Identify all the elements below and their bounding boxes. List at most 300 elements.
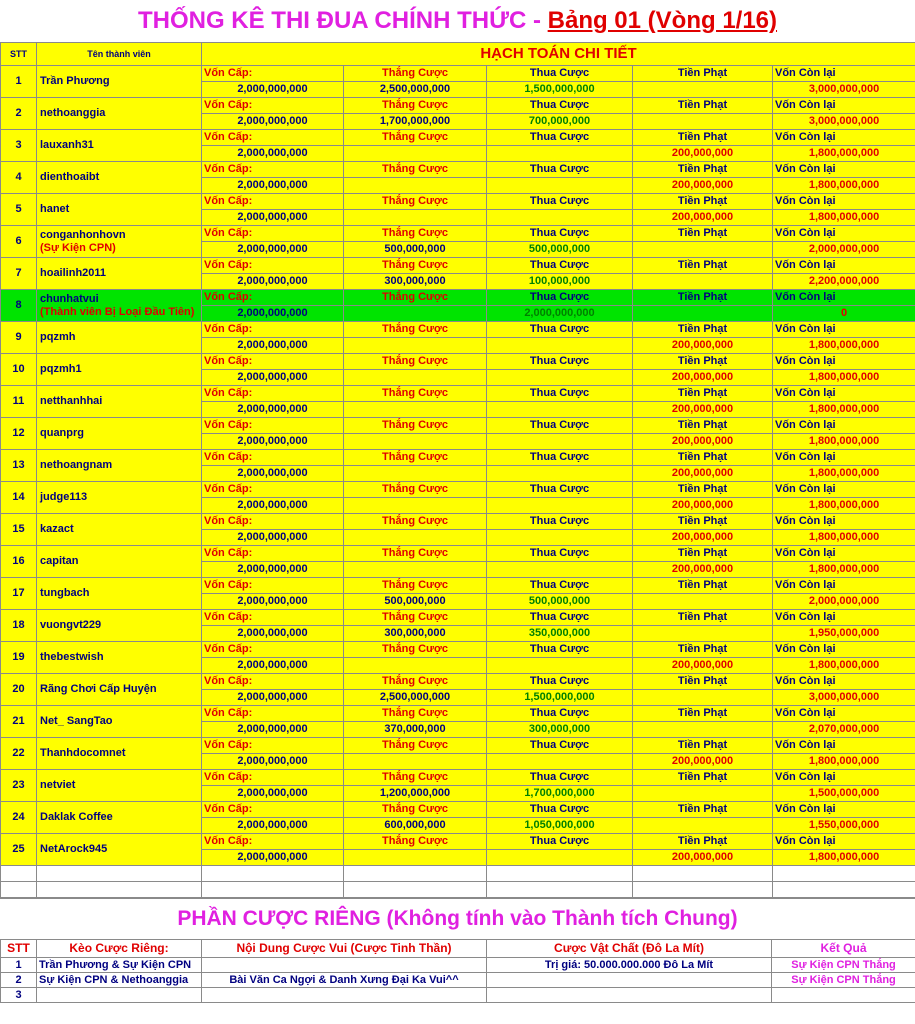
label-thua-cuoc: Thua Cược <box>487 194 633 210</box>
member-row <box>1 738 915 754</box>
thua-cuoc-value: 1,050,000,000 <box>487 818 633 834</box>
member-name: hanet <box>40 203 70 215</box>
von-cap-value: 2,000,000,000 <box>202 722 344 738</box>
thang-cuoc-value <box>344 402 487 418</box>
side-bet-stt: 1 <box>1 958 37 973</box>
tien-phat-value: 200,000,000 <box>633 562 773 578</box>
member-name-cell <box>37 706 202 738</box>
member-row <box>1 386 915 402</box>
label-von-cap: Vốn Cấp: <box>202 290 344 306</box>
label-tien-phat: Tiền Phạt <box>633 834 773 850</box>
side-stt-header: STT <box>1 940 37 958</box>
header-row <box>1 43 915 66</box>
side-bet-noi-dung: Bài Văn Ca Ngợi & Danh Xưng Đại Ka Vui^^ <box>202 973 487 988</box>
label-thua-cuoc: Thua Cược <box>487 386 633 402</box>
side-ket-qua-header: Kết Quả <box>772 940 915 958</box>
side-bet-ket-qua <box>772 988 915 1003</box>
member-name: netviet <box>40 779 76 791</box>
label-von-cap: Vốn Cấp: <box>202 738 344 754</box>
member-name-cell <box>37 66 202 98</box>
label-thang-cuoc: Thắng Cược <box>344 386 487 402</box>
side-bet-row <box>1 988 915 1003</box>
thang-cuoc-value <box>344 338 487 354</box>
label-thang-cuoc: Thắng Cược <box>344 546 487 562</box>
von-con-lai-value: 1,800,000,000 <box>773 178 915 194</box>
member-name: nethoanggia <box>40 107 106 119</box>
label-von-con-lai: Vốn Còn lại <box>773 738 915 754</box>
member-row <box>1 322 915 338</box>
label-thang-cuoc: Thắng Cược <box>344 674 487 690</box>
member-name-cell <box>37 546 202 578</box>
member-row <box>1 674 915 690</box>
member-row <box>1 546 915 562</box>
member-name: pqzmh1 <box>40 363 82 375</box>
label-von-cap: Vốn Cấp: <box>202 770 344 786</box>
empty-cell <box>37 866 202 882</box>
thang-cuoc-value <box>344 466 487 482</box>
label-von-con-lai: Vốn Còn lại <box>773 546 915 562</box>
thua-cuoc-value <box>487 402 633 418</box>
member-name: kazact <box>40 523 74 535</box>
von-con-lai-value: 1,800,000,000 <box>773 850 915 866</box>
label-tien-phat: Tiền Phạt <box>633 674 773 690</box>
label-tien-phat: Tiền Phạt <box>633 226 773 242</box>
member-row <box>1 706 915 722</box>
member-name-cell <box>37 98 202 130</box>
label-von-con-lai: Vốn Còn lại <box>773 514 915 530</box>
label-thua-cuoc: Thua Cược <box>487 642 633 658</box>
label-von-con-lai: Vốn Còn lại <box>773 706 915 722</box>
member-name: nethoangnam <box>40 459 113 471</box>
label-thua-cuoc: Thua Cược <box>487 322 633 338</box>
member-name: NetArock945 <box>40 843 108 855</box>
member-name-cell <box>37 738 202 770</box>
thua-cuoc-value: 1,500,000,000 <box>487 690 633 706</box>
side-keo-header: Kèo Cược Riêng: <box>37 940 202 958</box>
label-thua-cuoc: Thua Cược <box>487 450 633 466</box>
member-name: judge113 <box>40 491 88 503</box>
stt-cell: 17 <box>1 578 37 610</box>
side-bet-row <box>1 973 915 988</box>
von-con-lai-value: 1,800,000,000 <box>773 658 915 674</box>
tien-phat-value: 200,000,000 <box>633 658 773 674</box>
side-bets-table <box>0 939 915 1003</box>
thang-cuoc-value: 600,000,000 <box>344 818 487 834</box>
thua-cuoc-value: 1,500,000,000 <box>487 82 633 98</box>
label-thang-cuoc: Thắng Cược <box>344 162 487 178</box>
tien-phat-value: 200,000,000 <box>633 530 773 546</box>
label-von-con-lai: Vốn Còn lại <box>773 66 915 82</box>
side-bet-ket-qua: Sự Kiện CPN Thắng <box>772 973 915 988</box>
label-tien-phat: Tiền Phạt <box>633 802 773 818</box>
label-tien-phat: Tiền Phạt <box>633 482 773 498</box>
label-von-cap: Vốn Cấp: <box>202 386 344 402</box>
standings-table <box>0 42 915 898</box>
member-name: tungbach <box>40 587 90 599</box>
member-name-cell <box>37 162 202 194</box>
side-bet-stt: 3 <box>1 988 37 1003</box>
label-von-con-lai: Vốn Còn lại <box>773 290 915 306</box>
stt-cell: 20 <box>1 674 37 706</box>
von-con-lai-value: 0 <box>773 306 915 322</box>
stt-cell: 12 <box>1 418 37 450</box>
tien-phat-value <box>633 274 773 290</box>
empty-cell <box>487 866 633 882</box>
member-note: (Thành viên Bị Loại Đầu Tiên) <box>40 305 195 318</box>
member-name: dienthoaibt <box>40 171 100 183</box>
member-row <box>1 610 915 626</box>
member-name-cell <box>37 834 202 866</box>
von-cap-value: 2,000,000,000 <box>202 818 344 834</box>
member-name: Thanhdocomnet <box>40 747 126 759</box>
member-row <box>1 290 915 306</box>
empty-cell <box>1 866 37 882</box>
thua-cuoc-value <box>487 178 633 194</box>
label-von-con-lai: Vốn Còn lại <box>773 386 915 402</box>
label-von-con-lai: Vốn Còn lại <box>773 194 915 210</box>
stt-cell: 23 <box>1 770 37 802</box>
von-cap-value: 2,000,000,000 <box>202 562 344 578</box>
stt-cell: 15 <box>1 514 37 546</box>
label-von-con-lai: Vốn Còn lại <box>773 834 915 850</box>
von-cap-value: 2,000,000,000 <box>202 658 344 674</box>
label-thang-cuoc: Thắng Cược <box>344 514 487 530</box>
empty-cell <box>487 882 633 898</box>
side-bet-vat-chat <box>487 973 772 988</box>
member-name-cell <box>37 642 202 674</box>
tien-phat-value: 200,000,000 <box>633 402 773 418</box>
von-con-lai-value: 1,500,000,000 <box>773 786 915 802</box>
label-thua-cuoc: Thua Cược <box>487 546 633 562</box>
von-con-lai-value: 2,200,000,000 <box>773 274 915 290</box>
member-row <box>1 482 915 498</box>
member-name: vuongvt229 <box>40 619 102 631</box>
thang-cuoc-value <box>344 754 487 770</box>
label-tien-phat: Tiền Phạt <box>633 610 773 626</box>
side-bet-row <box>1 958 915 973</box>
label-von-con-lai: Vốn Còn lại <box>773 418 915 434</box>
von-cap-value: 2,000,000,000 <box>202 114 344 130</box>
von-cap-value: 2,000,000,000 <box>202 434 344 450</box>
tien-phat-value <box>633 818 773 834</box>
label-tien-phat: Tiền Phạt <box>633 386 773 402</box>
tien-phat-value: 200,000,000 <box>633 146 773 162</box>
label-thua-cuoc: Thua Cược <box>487 354 633 370</box>
label-thua-cuoc: Thua Cược <box>487 226 633 242</box>
member-name-cell <box>37 194 202 226</box>
member-name-cell <box>37 610 202 642</box>
label-von-con-lai: Vốn Còn lại <box>773 642 915 658</box>
label-thang-cuoc: Thắng Cược <box>344 418 487 434</box>
label-thua-cuoc: Thua Cược <box>487 258 633 274</box>
von-con-lai-value: 2,000,000,000 <box>773 594 915 610</box>
von-cap-value: 2,000,000,000 <box>202 594 344 610</box>
label-tien-phat: Tiền Phạt <box>633 450 773 466</box>
tien-phat-value: 200,000,000 <box>633 434 773 450</box>
label-thang-cuoc: Thắng Cược <box>344 290 487 306</box>
tien-phat-value: 200,000,000 <box>633 370 773 386</box>
empty-row <box>1 882 915 898</box>
side-bet-keo: Sự Kiện CPN & Nethoanggia <box>37 973 202 988</box>
label-von-cap: Vốn Cấp: <box>202 482 344 498</box>
member-name-cell <box>37 322 202 354</box>
side-bets-header-row <box>1 940 915 958</box>
thua-cuoc-value: 500,000,000 <box>487 594 633 610</box>
von-cap-value: 2,000,000,000 <box>202 786 344 802</box>
label-thua-cuoc: Thua Cược <box>487 130 633 146</box>
thua-cuoc-value: 100,000,000 <box>487 274 633 290</box>
member-name-cell <box>37 482 202 514</box>
member-name-cell <box>37 290 202 322</box>
thua-cuoc-value: 700,000,000 <box>487 114 633 130</box>
label-thang-cuoc: Thắng Cược <box>344 834 487 850</box>
label-von-con-lai: Vốn Còn lại <box>773 130 915 146</box>
label-tien-phat: Tiền Phạt <box>633 642 773 658</box>
von-con-lai-value: 1,950,000,000 <box>773 626 915 642</box>
label-von-con-lai: Vốn Còn lại <box>773 450 915 466</box>
label-von-cap: Vốn Cấp: <box>202 162 344 178</box>
thang-cuoc-value <box>344 530 487 546</box>
von-cap-value: 2,000,000,000 <box>202 498 344 514</box>
tien-phat-value <box>633 306 773 322</box>
member-row <box>1 514 915 530</box>
member-name: Trần Phương <box>40 75 110 87</box>
label-thua-cuoc: Thua Cược <box>487 514 633 530</box>
von-con-lai-value: 1,800,000,000 <box>773 370 915 386</box>
empty-cell <box>202 866 344 882</box>
von-cap-value: 2,000,000,000 <box>202 754 344 770</box>
von-cap-value: 2,000,000,000 <box>202 210 344 226</box>
label-tien-phat: Tiền Phạt <box>633 578 773 594</box>
member-name-cell <box>37 258 202 290</box>
label-von-cap: Vốn Cấp: <box>202 674 344 690</box>
label-von-con-lai: Vốn Còn lại <box>773 482 915 498</box>
label-tien-phat: Tiền Phạt <box>633 738 773 754</box>
label-tien-phat: Tiền Phạt <box>633 66 773 82</box>
label-tien-phat: Tiền Phạt <box>633 322 773 338</box>
thang-cuoc-value: 500,000,000 <box>344 594 487 610</box>
member-header: Tên thành viên <box>37 43 202 66</box>
label-von-cap: Vốn Cấp: <box>202 802 344 818</box>
label-tien-phat: Tiền Phạt <box>633 98 773 114</box>
von-cap-value: 2,000,000,000 <box>202 466 344 482</box>
label-von-cap: Vốn Cấp: <box>202 226 344 242</box>
label-von-con-lai: Vốn Còn lại <box>773 354 915 370</box>
member-row <box>1 98 915 114</box>
tien-phat-value: 200,000,000 <box>633 178 773 194</box>
label-von-cap: Vốn Cấp: <box>202 610 344 626</box>
thang-cuoc-value: 300,000,000 <box>344 274 487 290</box>
label-thua-cuoc: Thua Cược <box>487 834 633 850</box>
label-thang-cuoc: Thắng Cược <box>344 226 487 242</box>
thang-cuoc-value: 500,000,000 <box>344 242 487 258</box>
stt-cell: 6 <box>1 226 37 258</box>
von-cap-value: 2,000,000,000 <box>202 242 344 258</box>
thua-cuoc-value: 300,000,000 <box>487 722 633 738</box>
member-name: capitan <box>40 555 79 567</box>
thang-cuoc-value: 370,000,000 <box>344 722 487 738</box>
label-tien-phat: Tiền Phạt <box>633 770 773 786</box>
stt-cell: 25 <box>1 834 37 866</box>
member-name-cell <box>37 418 202 450</box>
member-row <box>1 66 915 82</box>
side-bet-vat-chat: Trị giá: 50.000.000.000 Đô La Mít <box>487 958 772 973</box>
member-row <box>1 130 915 146</box>
member-row <box>1 802 915 818</box>
member-name: thebestwish <box>40 651 104 663</box>
thua-cuoc-value <box>487 562 633 578</box>
member-name-cell <box>37 130 202 162</box>
von-con-lai-value: 3,000,000,000 <box>773 82 915 98</box>
member-name-cell <box>37 450 202 482</box>
label-thang-cuoc: Thắng Cược <box>344 322 487 338</box>
von-cap-value: 2,000,000,000 <box>202 338 344 354</box>
member-name: chunhatvui <box>40 292 99 305</box>
thua-cuoc-value <box>487 850 633 866</box>
stt-cell: 8 <box>1 290 37 322</box>
stt-cell: 7 <box>1 258 37 290</box>
empty-cell <box>1 882 37 898</box>
thang-cuoc-value <box>344 498 487 514</box>
von-con-lai-value: 1,800,000,000 <box>773 498 915 514</box>
label-thua-cuoc: Thua Cược <box>487 418 633 434</box>
stt-cell: 21 <box>1 706 37 738</box>
side-noi-dung-header: Nội Dung Cược Vui (Cược Tinh Thần) <box>202 940 487 958</box>
label-thang-cuoc: Thắng Cược <box>344 610 487 626</box>
von-cap-value: 2,000,000,000 <box>202 146 344 162</box>
stt-cell: 9 <box>1 322 37 354</box>
member-row <box>1 258 915 274</box>
label-thang-cuoc: Thắng Cược <box>344 66 487 82</box>
thang-cuoc-value: 2,500,000,000 <box>344 82 487 98</box>
label-thang-cuoc: Thắng Cược <box>344 354 487 370</box>
empty-cell <box>344 866 487 882</box>
label-von-cap: Vốn Cấp: <box>202 98 344 114</box>
von-con-lai-value: 1,800,000,000 <box>773 530 915 546</box>
thua-cuoc-value <box>487 498 633 514</box>
member-name: netthanhhai <box>40 395 103 407</box>
label-tien-phat: Tiền Phạt <box>633 130 773 146</box>
tien-phat-value: 200,000,000 <box>633 210 773 226</box>
stt-header: STT <box>1 43 37 66</box>
label-tien-phat: Tiền Phạt <box>633 162 773 178</box>
von-con-lai-value: 2,000,000,000 <box>773 242 915 258</box>
von-cap-value: 2,000,000,000 <box>202 82 344 98</box>
label-thua-cuoc: Thua Cược <box>487 482 633 498</box>
von-con-lai-value: 1,800,000,000 <box>773 210 915 226</box>
von-cap-value: 2,000,000,000 <box>202 178 344 194</box>
empty-cell <box>773 882 915 898</box>
empty-cell <box>633 866 773 882</box>
label-von-cap: Vốn Cấp: <box>202 834 344 850</box>
empty-cell <box>37 882 202 898</box>
von-con-lai-value: 1,800,000,000 <box>773 562 915 578</box>
thua-cuoc-value: 1,700,000,000 <box>487 786 633 802</box>
label-thang-cuoc: Thắng Cược <box>344 98 487 114</box>
thang-cuoc-value <box>344 658 487 674</box>
stt-cell: 3 <box>1 130 37 162</box>
thua-cuoc-value <box>487 530 633 546</box>
thang-cuoc-value <box>344 434 487 450</box>
label-von-con-lai: Vốn Còn lại <box>773 226 915 242</box>
member-name-cell <box>37 354 202 386</box>
detail-header: HẠCH TOÁN CHI TIẾT <box>202 43 915 66</box>
label-thua-cuoc: Thua Cược <box>487 66 633 82</box>
thang-cuoc-value <box>344 562 487 578</box>
tien-phat-value: 200,000,000 <box>633 850 773 866</box>
von-con-lai-value: 3,000,000,000 <box>773 690 915 706</box>
thua-cuoc-value <box>487 754 633 770</box>
member-name: hoailinh2011 <box>40 267 107 279</box>
member-name: conganhonhovn <box>40 228 126 241</box>
label-thua-cuoc: Thua Cược <box>487 770 633 786</box>
member-name-cell <box>37 578 202 610</box>
member-name-cell <box>37 386 202 418</box>
label-thang-cuoc: Thắng Cược <box>344 738 487 754</box>
stt-cell: 1 <box>1 66 37 98</box>
label-thang-cuoc: Thắng Cược <box>344 642 487 658</box>
label-von-cap: Vốn Cấp: <box>202 322 344 338</box>
label-von-con-lai: Vốn Còn lại <box>773 162 915 178</box>
side-bet-vat-chat <box>487 988 772 1003</box>
von-con-lai-value: 1,800,000,000 <box>773 338 915 354</box>
thang-cuoc-value: 2,500,000,000 <box>344 690 487 706</box>
tien-phat-value <box>633 82 773 98</box>
label-von-cap: Vốn Cấp: <box>202 354 344 370</box>
label-thua-cuoc: Thua Cược <box>487 98 633 114</box>
thang-cuoc-value <box>344 370 487 386</box>
label-von-cap: Vốn Cấp: <box>202 578 344 594</box>
label-thua-cuoc: Thua Cược <box>487 706 633 722</box>
label-von-con-lai: Vốn Còn lại <box>773 610 915 626</box>
side-bets-title: PHẦN CƯỢC RIÊNG (Không tính vào Thành tích Chung) <box>0 898 915 939</box>
member-name-cell <box>37 770 202 802</box>
label-thang-cuoc: Thắng Cược <box>344 450 487 466</box>
side-bet-keo <box>37 988 202 1003</box>
label-von-con-lai: Vốn Còn lại <box>773 322 915 338</box>
empty-cell <box>633 882 773 898</box>
label-von-cap: Vốn Cấp: <box>202 66 344 82</box>
label-von-con-lai: Vốn Còn lại <box>773 258 915 274</box>
label-thang-cuoc: Thắng Cược <box>344 706 487 722</box>
label-thang-cuoc: Thắng Cược <box>344 258 487 274</box>
thua-cuoc-value: 500,000,000 <box>487 242 633 258</box>
tien-phat-value <box>633 594 773 610</box>
member-row <box>1 642 915 658</box>
tien-phat-value <box>633 786 773 802</box>
label-von-con-lai: Vốn Còn lại <box>773 674 915 690</box>
label-tien-phat: Tiền Phạt <box>633 546 773 562</box>
label-von-cap: Vốn Cấp: <box>202 546 344 562</box>
von-con-lai-value: 1,800,000,000 <box>773 434 915 450</box>
member-row <box>1 226 915 242</box>
label-thua-cuoc: Thua Cược <box>487 738 633 754</box>
thang-cuoc-value: 300,000,000 <box>344 626 487 642</box>
von-con-lai-value: 3,000,000,000 <box>773 114 915 130</box>
von-con-lai-value: 1,800,000,000 <box>773 754 915 770</box>
label-von-cap: Vốn Cấp: <box>202 642 344 658</box>
tien-phat-value <box>633 690 773 706</box>
thang-cuoc-value: 1,200,000,000 <box>344 786 487 802</box>
member-row <box>1 834 915 850</box>
label-thang-cuoc: Thắng Cược <box>344 194 487 210</box>
stt-cell: 13 <box>1 450 37 482</box>
label-von-cap: Vốn Cấp: <box>202 130 344 146</box>
thua-cuoc-value <box>487 338 633 354</box>
member-name-cell <box>37 226 202 258</box>
member-row <box>1 162 915 178</box>
von-con-lai-value: 1,800,000,000 <box>773 466 915 482</box>
